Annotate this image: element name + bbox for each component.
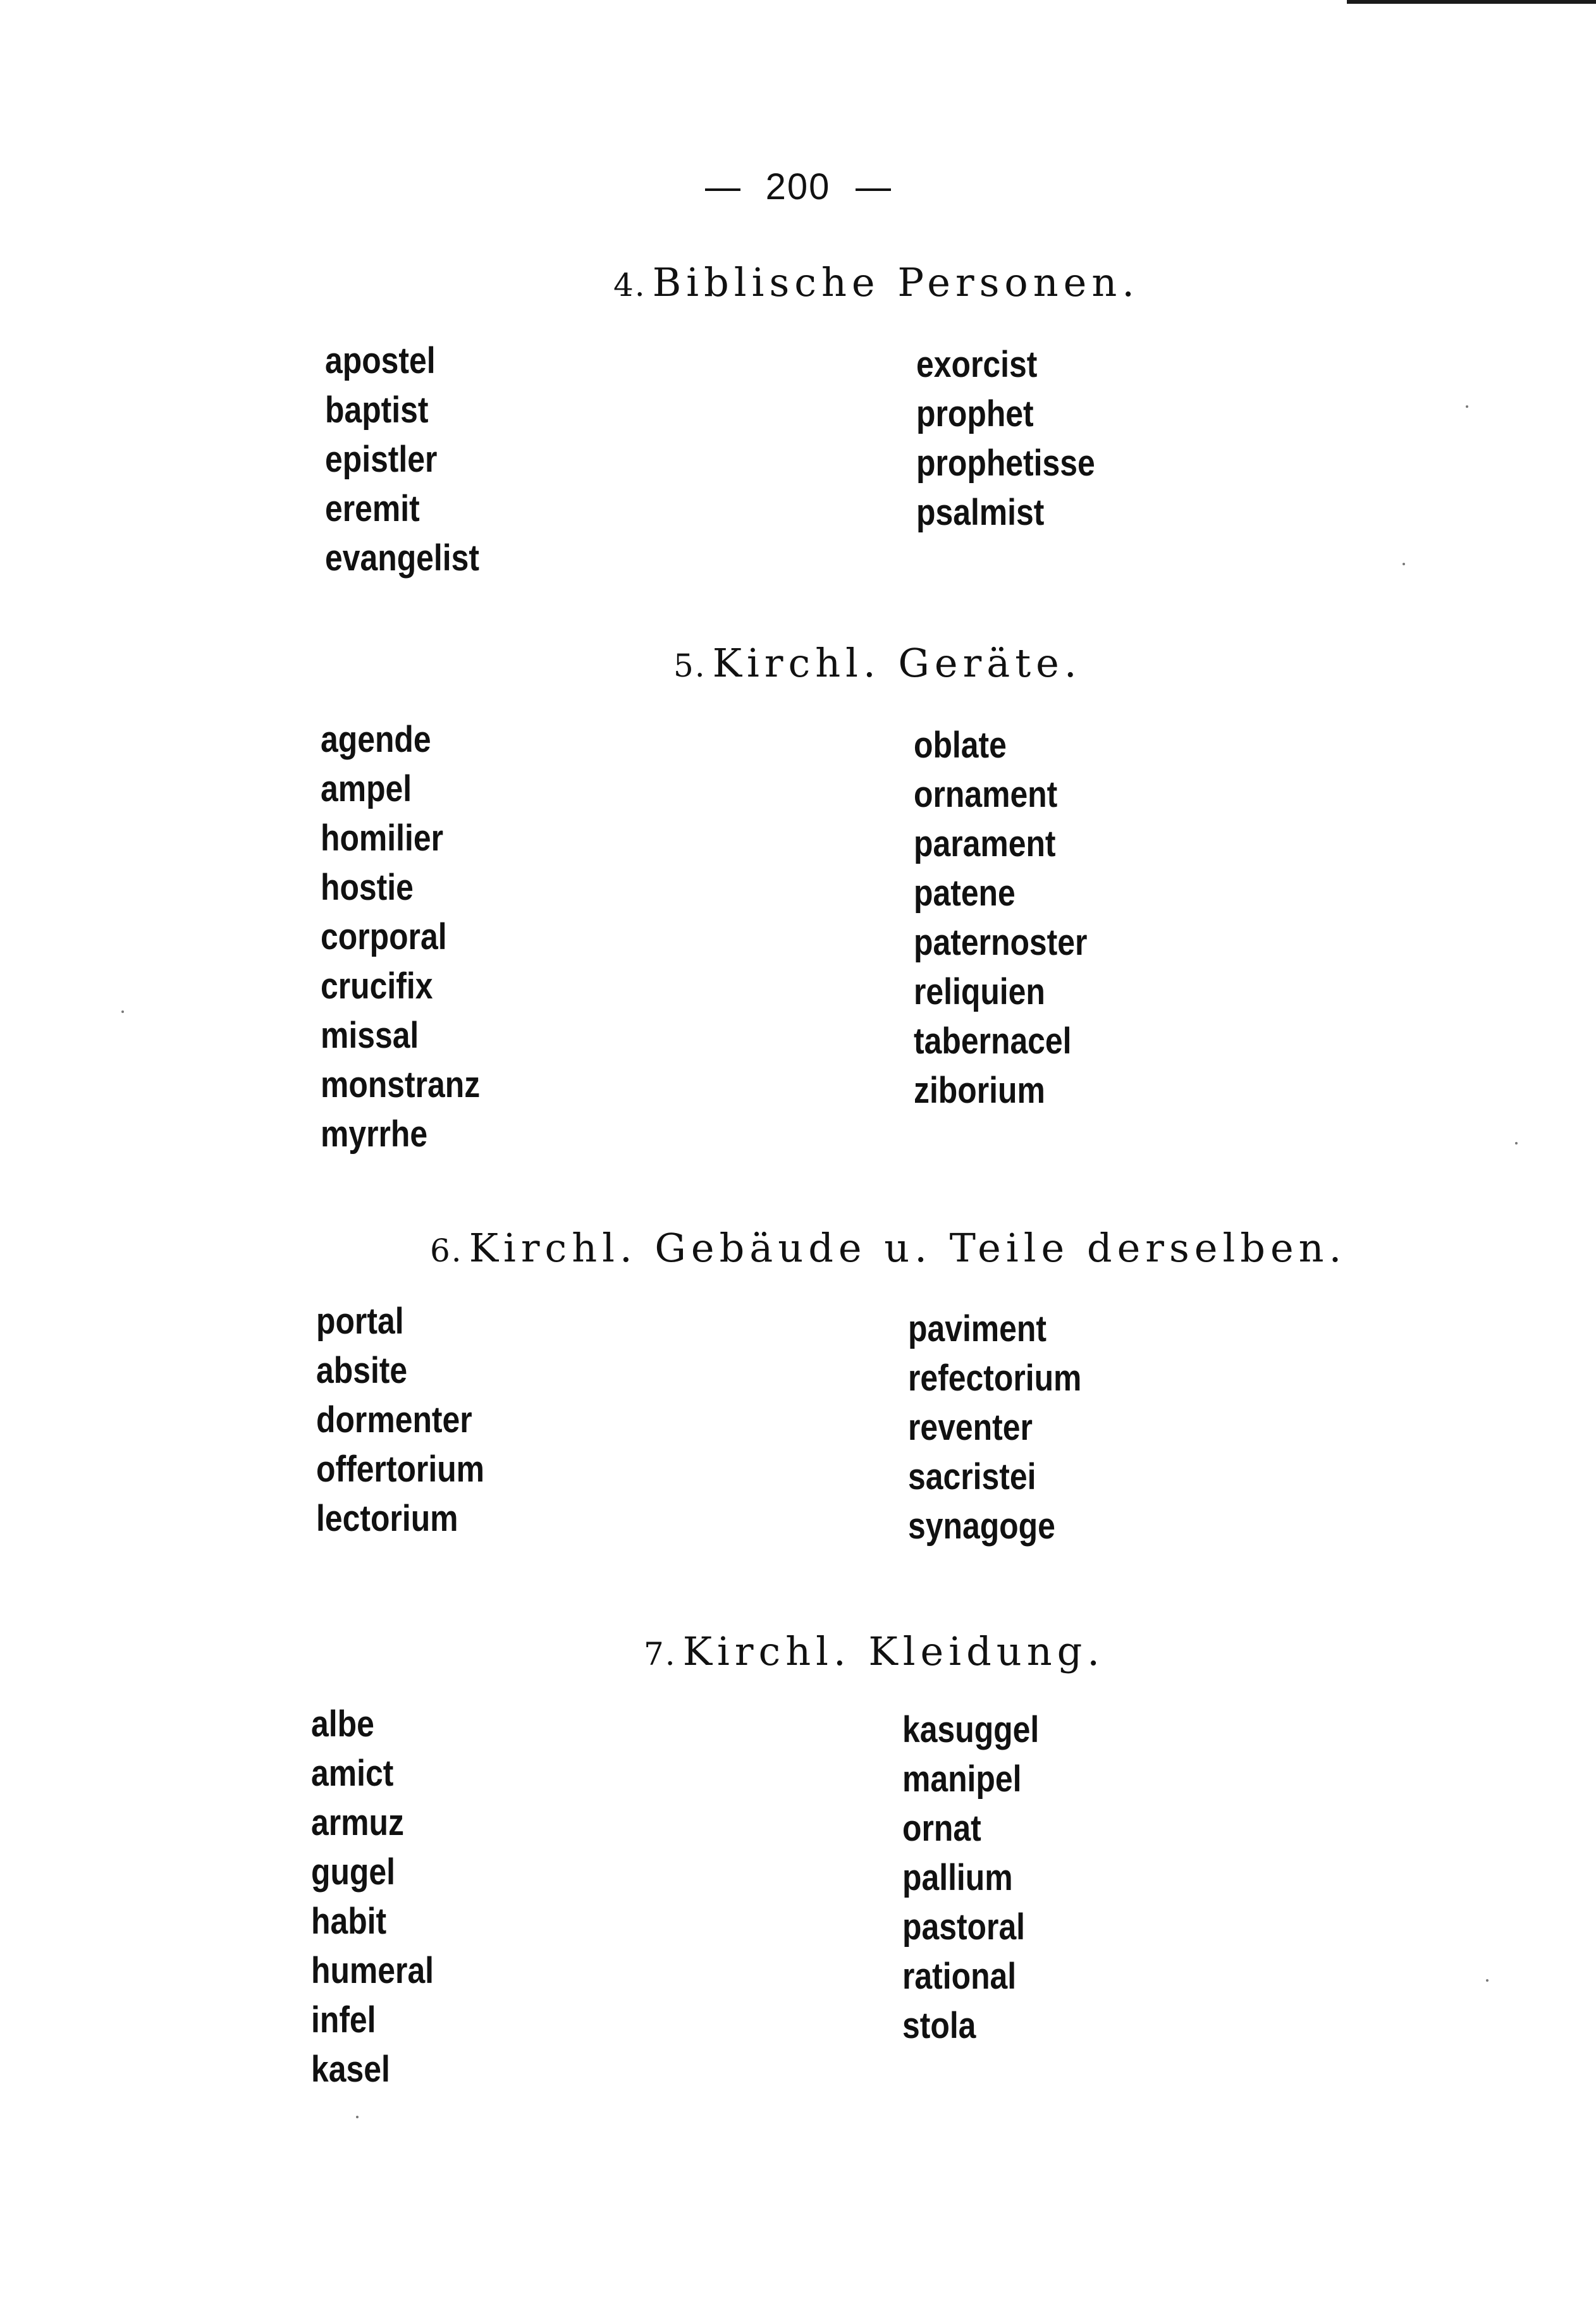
list-item: eremit: [325, 488, 420, 529]
list-item: manipel: [902, 1758, 1022, 1800]
section-6-left-column: [316, 1297, 484, 1544]
list-item: epistler: [325, 439, 438, 480]
list-item: paternoster: [914, 922, 1088, 963]
list-item: ziborium: [914, 1070, 1045, 1111]
page-number: [0, 166, 1596, 208]
list-item: parament: [914, 823, 1056, 864]
list-item: kasuggel: [902, 1709, 1040, 1750]
section-number: 5.: [673, 648, 706, 684]
section-number: 4.: [613, 267, 646, 304]
list-item: corporal: [321, 916, 447, 957]
list-item: ampel: [321, 768, 412, 809]
scan-speck: [1466, 405, 1468, 408]
section-title: Kirchl. Kleidung.: [682, 1628, 1105, 1674]
section-title: Kirchl. Gebäude u. Teile derselben.: [469, 1225, 1347, 1271]
section-5-left-column: [321, 715, 480, 1159]
list-item: agende: [321, 719, 431, 760]
list-item: crucifix: [321, 966, 433, 1007]
list-item: tabernacel: [914, 1021, 1072, 1062]
list-item: infel: [311, 1999, 376, 2041]
list-item: patene: [914, 873, 1016, 914]
section-4-left-column: [325, 336, 479, 583]
list-item: lectorium: [316, 1498, 458, 1539]
scan-speck: [356, 2116, 359, 2118]
section-4-right-column: [916, 340, 1095, 537]
list-item: synagoge: [908, 1506, 1055, 1547]
list-item: baptist: [325, 390, 429, 431]
section-title: Biblische Personen.: [652, 259, 1139, 305]
list-item: prophetisse: [916, 443, 1095, 484]
scan-speck: [121, 1010, 124, 1013]
list-item: amict: [311, 1753, 394, 1794]
list-item: hostie: [321, 867, 414, 908]
section-6-right-column: [908, 1304, 1081, 1551]
list-item: myrrhe: [321, 1114, 428, 1155]
list-item: habit: [311, 1901, 387, 1942]
list-item: dormenter: [316, 1399, 472, 1440]
list-item: exorcist: [916, 344, 1038, 385]
list-item: sacristei: [908, 1456, 1036, 1497]
list-item: humeral: [311, 1950, 434, 1991]
list-item: kasel: [311, 2049, 390, 2090]
list-item: ornat: [902, 1808, 981, 1849]
list-item: monstranz: [321, 1064, 481, 1105]
section-heading-6: [430, 1225, 1346, 1271]
list-item: oblate: [914, 725, 1007, 766]
section-number: 6.: [430, 1232, 463, 1269]
list-item: pastoral: [902, 1906, 1026, 1948]
list-item: rational: [902, 1956, 1017, 1997]
scan-speck: [1515, 1142, 1518, 1145]
section-title: Kirchl. Geräte.: [712, 640, 1082, 686]
section-heading-4: [613, 259, 1139, 305]
page-edge-rule: [1347, 0, 1596, 4]
list-item: missal: [321, 1015, 419, 1056]
list-item: homilier: [321, 818, 444, 859]
list-item: absite: [316, 1350, 408, 1391]
list-item: gugel: [311, 1851, 396, 1893]
section-heading-5: [673, 640, 1082, 686]
list-item: armuz: [311, 1802, 404, 1843]
page-number-text: 200: [765, 166, 831, 207]
list-item: evangelist: [325, 537, 479, 579]
list-item: refectorium: [908, 1358, 1082, 1399]
list-item: apostel: [325, 340, 436, 381]
scan-speck: [1403, 563, 1405, 565]
section-5-right-column: [914, 721, 1087, 1115]
list-item: stola: [902, 2005, 976, 2046]
scan-speck: [1486, 1979, 1489, 1982]
list-item: pallium: [902, 1857, 1013, 1898]
section-number: 7.: [644, 1636, 677, 1672]
dash-left: [705, 188, 740, 191]
list-item: albe: [311, 1703, 374, 1745]
section-7-left-column: [311, 1700, 434, 2094]
section-heading-7: [644, 1628, 1105, 1674]
list-item: paviment: [908, 1308, 1047, 1349]
list-item: reliquien: [914, 971, 1045, 1012]
list-item: ornament: [914, 774, 1058, 815]
section-7-right-column: [902, 1705, 1039, 2051]
list-item: offertorium: [316, 1449, 485, 1490]
list-item: portal: [316, 1301, 404, 1342]
list-item: reventer: [908, 1407, 1033, 1448]
dash-right: [856, 188, 891, 191]
list-item: psalmist: [916, 492, 1045, 533]
list-item: prophet: [916, 393, 1034, 434]
